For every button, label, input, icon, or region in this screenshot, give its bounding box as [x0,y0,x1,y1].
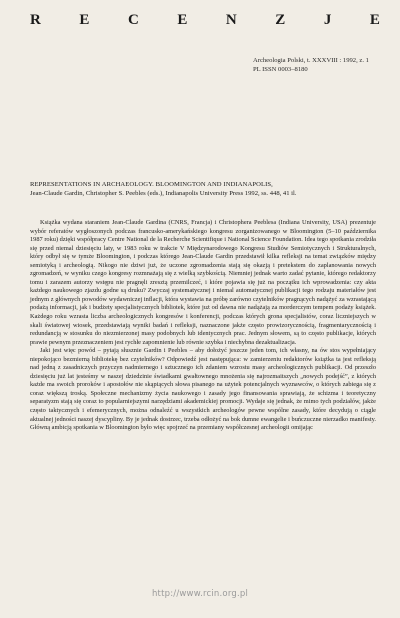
article-body [30,219,376,433]
body-paragraph: Jaki jest więc powód – pytają słusznie Gardin i Peebles – aby dołożyć jeszcze jeden tom, ich własny, na ów stos wypełniający niepokojąco bezmierną bibliotekę bez czytelników? Odpowiedź jest następująca: w zamierzeniu redaktorów książka ta jest refleksją nad jedną z zasadniczych przyczyn nadmiernego i sztucznego ich zdaniem wzrostu masy archeologicznych publikacji. Od przeszło dziesięciu już lat jesteśmy w naszej dziedzinie świadkami gwałtownego mnożenia się najrozmaitszych „nowych podejść”, z których każde ma swoich proroków i apostołów nie skąpiących słowa pisanego na użytek potencjalnych wyznawców, o których zabiega się z coraz większą troską. Społeczne mechanizmy życia naukowego i zasady jego finansowania sprawiają, że schizma i teoretyczny separatyzm stają się coraz to popularniejszymi narzędziami akademickiej promocji. Wydaje się jednak, że mimo tych podziałów, jakże często taktycznych i efemerycznych, można odnaleźć u wszystkich archeologów pewne wspólne zasady, które decydują o ciągle aktualnej jedności naszej dyscypliny. By je jednak dostrzec, trzeba odłożyć na bok dumne ewangelie i buńczuczne nierzadko manifesty. Główną ambicją spotkania w Bloomington było więc spojrzeć na przemiany współczesnej archeologii omijając [30,347,376,432]
journal-volume-line: Archeologia Polski, t. XXXVIII : 1992, z. 1 [253,57,369,64]
section-heading-letter: Z [275,12,286,28]
section-heading-letter: N [225,12,237,28]
bibliographic-info [253,56,369,74]
section-heading-letter: J [323,12,332,28]
article-header [30,181,375,198]
section-heading [30,12,380,29]
article-title: REPRESENTATIONS IN ARCHAEOLOGY. BLOOMINGTON AND INDIANAPOLIS, [30,181,273,188]
source-url-watermark: http://www.rcin.org.pl [151,589,249,599]
section-heading-letter: C [127,12,139,28]
section-heading-letter: E [177,12,188,28]
section-heading-letter: E [79,12,90,28]
article-citation: Jean-Claude Gardin, Christopher S. Peebles (eds.), Indianapolis University Press 1992, ss. 448, 41 il. [30,189,297,197]
section-heading-letter: E [369,12,380,28]
issn-line: PL ISSN 0003–8180 [253,66,308,73]
body-paragraph: Książka wydana staraniem Jean-Claude Gardina (CNRS, Francja) i Christophera Peeblesa (Indiana University, USA) prezentuje wybór referatów wygłoszonych podczas francusko-amerykańskiego kongresu zorganizowanego w Bloomington (5–10 października 1987 roku) dzięki współpracy Centre National de la Recherche Scientifique i National Science Foundation. Idea tego spotkania zrodziła się przed niemal dziesięciu laty, w 1983 roku w trakcie V Międzynarodowego Kongresu Studiów Semiotycznych i Strukturalnych, który odbył się w tymże Bloomington, i podczas którego Jean-Claude Gardin przedstawił kilka refleksji na temat związków między semiotyką i archeologią. Nikogo nie dziwi już, że uczone zgromadzenia stają się okazją i pretekstem do zaplanowania nowych zgromadzeń, w wyniku czego kongresy rozmnażają się z wielką szybkością. Niemniej jednak warto zadać pytanie, którego redaktorzy tomu i zarazem autorzy wstępu nie pragnęli zresztą przemilczeć, i które pojawia się już na początku ich wprowadzenia: czy akta każdego naukowego zjazdu godne są druku? Zwyczaj systematycznej i niemal automatycznej publikacji tego rodzaju materiałów jest jednym z głównych powodów wydawniczej inflacji, która wystawia na próbę zarówno czytelników pragnących nadążyć za wzrastającą podażą informacji, jak i budżety specjalistycznych bibliotek, które już od dawna nie nadążają za morderczym tempem podaży książek. Każdego roku wzrasta liczba archeologicznych kongresów i konferencji, podczas których grona specjalistów, coraz liczniejszych w skali światowej wiosek, przedstawiają wyniki badań i refleksji, naznaczone jakże często prowizorycznością, fragmentarycznością i redundancją w stosunku do niezmierzonej masy podobnych lub identycznych prac. Jednym słowem, są to często publikacje, których prawie pewnym przeznaczeniem jest rychłe zapomnienie lub równie szybka i niechybna dezaktualizacja. [30,219,376,346]
section-heading-letter: R [30,12,41,28]
